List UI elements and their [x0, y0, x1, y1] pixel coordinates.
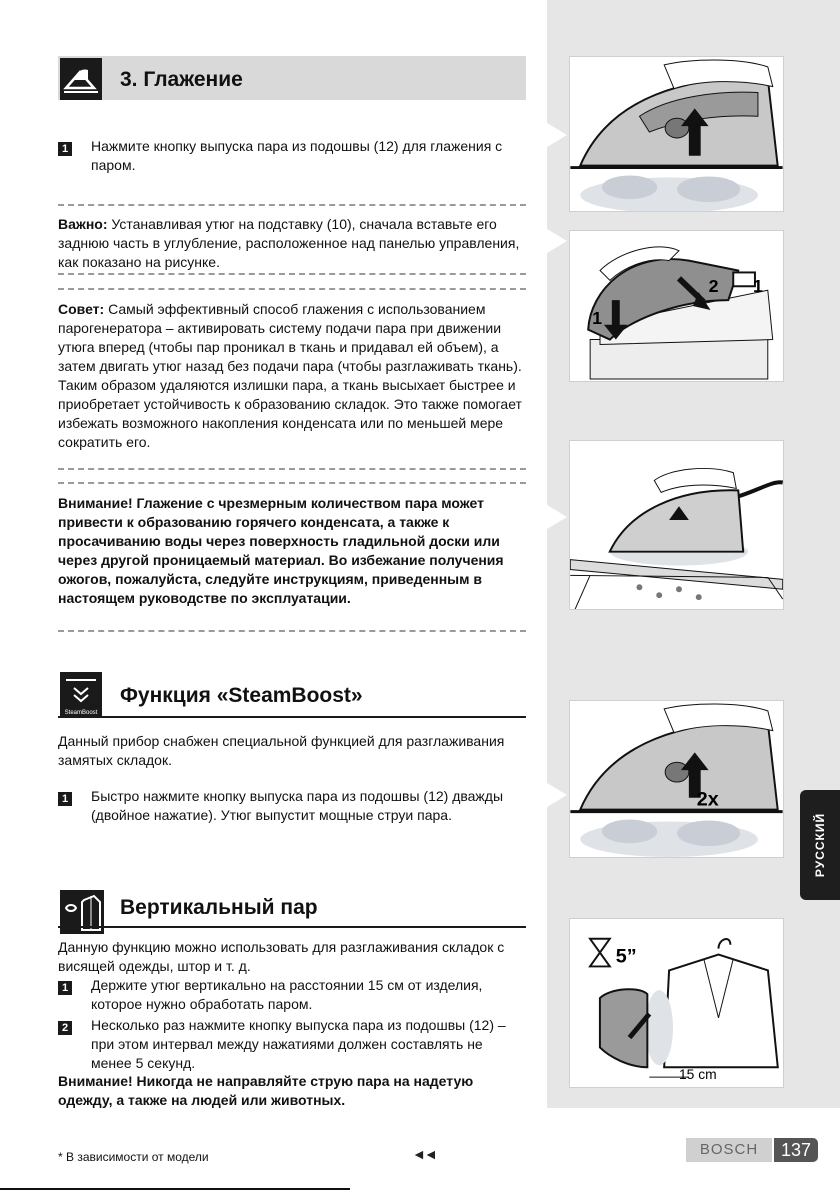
step-text: Несколько раз нажмите кнопку выпуска пара из подошвы (12) – при этом интервал между нажатиями должен составлять не менее 5 секунд.: [91, 1017, 506, 1071]
section-intro: Данную функцию можно использовать для разглаживания складок с висящей одежды, штор и т. д.: [58, 939, 505, 974]
important-note: [58, 215, 526, 272]
divider: [58, 468, 526, 470]
step-text: Быстро нажмите кнопку выпуска пара из подошвы (12) дважды (двойное нажатие). Утюг выпустит мощные струи пара.: [91, 788, 504, 823]
language-tab[interactable]: [800, 790, 840, 900]
figure-condensation: [569, 440, 784, 610]
figure-iron-on-stand: [569, 230, 784, 382]
step-number: 2: [58, 1021, 72, 1035]
page-number: 137: [774, 1138, 818, 1162]
divider: [58, 482, 526, 484]
divider: [58, 630, 526, 632]
note-text: Самый эффективный способ глажения с использованием парогенератора – активировать систему подачи пара при движении утюга вперед (чтобы пар проникал в ткань и придавал ей объем), а затем двигать утюг назад без подачи пара (чтобы разглаживать ткань). Таким образом удаляются излишки пара, а ткань высыхает быстрее и приобретает устойчивость к образованию складок. Это также помогает избежать возможного накопления конденсата или по меньшей мере сократить его.: [58, 301, 522, 450]
pointer-arrow: [547, 505, 567, 529]
brand-label: BOSCH: [686, 1138, 772, 1162]
step-number: 1: [58, 981, 72, 995]
step-text: Держите утюг вертикально на расстоянии 15 см от изделия, которое нужно обработать паром.: [91, 977, 483, 1012]
figure-steamboost: [569, 700, 784, 858]
note-text: Устанавливая утюг на подставку (10), сначала вставьте его заднюю часть в углубление, расположенное над панелью управления, как показано на рисунке.: [58, 216, 520, 270]
step-number: 1: [58, 792, 72, 806]
section-rule: [58, 926, 526, 928]
language-tab-label: РУССКИЙ: [813, 812, 827, 878]
section-intro: Данный прибор снабжен специальной функцией для разглаживания замятых складок.: [58, 733, 505, 768]
figure-steam-iron: [569, 56, 784, 212]
footnote: * В зависимости от модели: [58, 1150, 209, 1164]
step-text: Нажмите кнопку выпуска пара из подошвы (12) для глажения с паром.: [91, 138, 503, 173]
ironing-icon: [60, 58, 102, 100]
figure-label: 1: [592, 307, 602, 328]
section-title: 3. Глажение: [120, 68, 243, 91]
section-rule: [58, 716, 526, 718]
pointer-arrow: [547, 229, 567, 253]
figure-label: 1: [752, 276, 763, 297]
steamboost-icon: [60, 672, 102, 718]
note-label: Совет:: [58, 301, 105, 317]
warning-note: Внимание! Глажение с чрезмерным количеством пара может привести к образованию горячего конденсата, а также к просачиванию воды через поверхность гладильной доски или через другой проницаемый материал. Во избежание получения ожогов, пожалуйста, следуйте инструкциям, приведенным в настоящем руководстве по эксплуатации.: [58, 495, 504, 606]
divider: [58, 273, 526, 275]
figure-label: 2: [708, 276, 719, 297]
pointer-arrow: [547, 783, 567, 807]
divider: [58, 288, 526, 290]
figure-label: 2x: [696, 788, 719, 811]
warning-note: Внимание! Никогда не направляйте струю пара на надетую одежду, а также на людей или животных.: [58, 1073, 474, 1108]
figure-vertical-steam: [569, 918, 784, 1088]
divider: [58, 204, 526, 206]
step-number: 1: [58, 142, 72, 156]
bottom-rule: [0, 1188, 350, 1190]
back-arrows-icon[interactable]: ◄◄: [412, 1146, 436, 1162]
figure-label: 15 cm: [678, 1066, 717, 1083]
pointer-arrow: [547, 123, 567, 147]
section-title: Функция «SteamBoost»: [120, 684, 363, 707]
icon-label: SteamBoost: [64, 710, 98, 716]
note-label: Важно:: [58, 216, 108, 232]
figure-label: 5”: [615, 945, 637, 968]
section-title: Вертикальный пар: [120, 896, 318, 919]
tip-note: [58, 300, 526, 452]
